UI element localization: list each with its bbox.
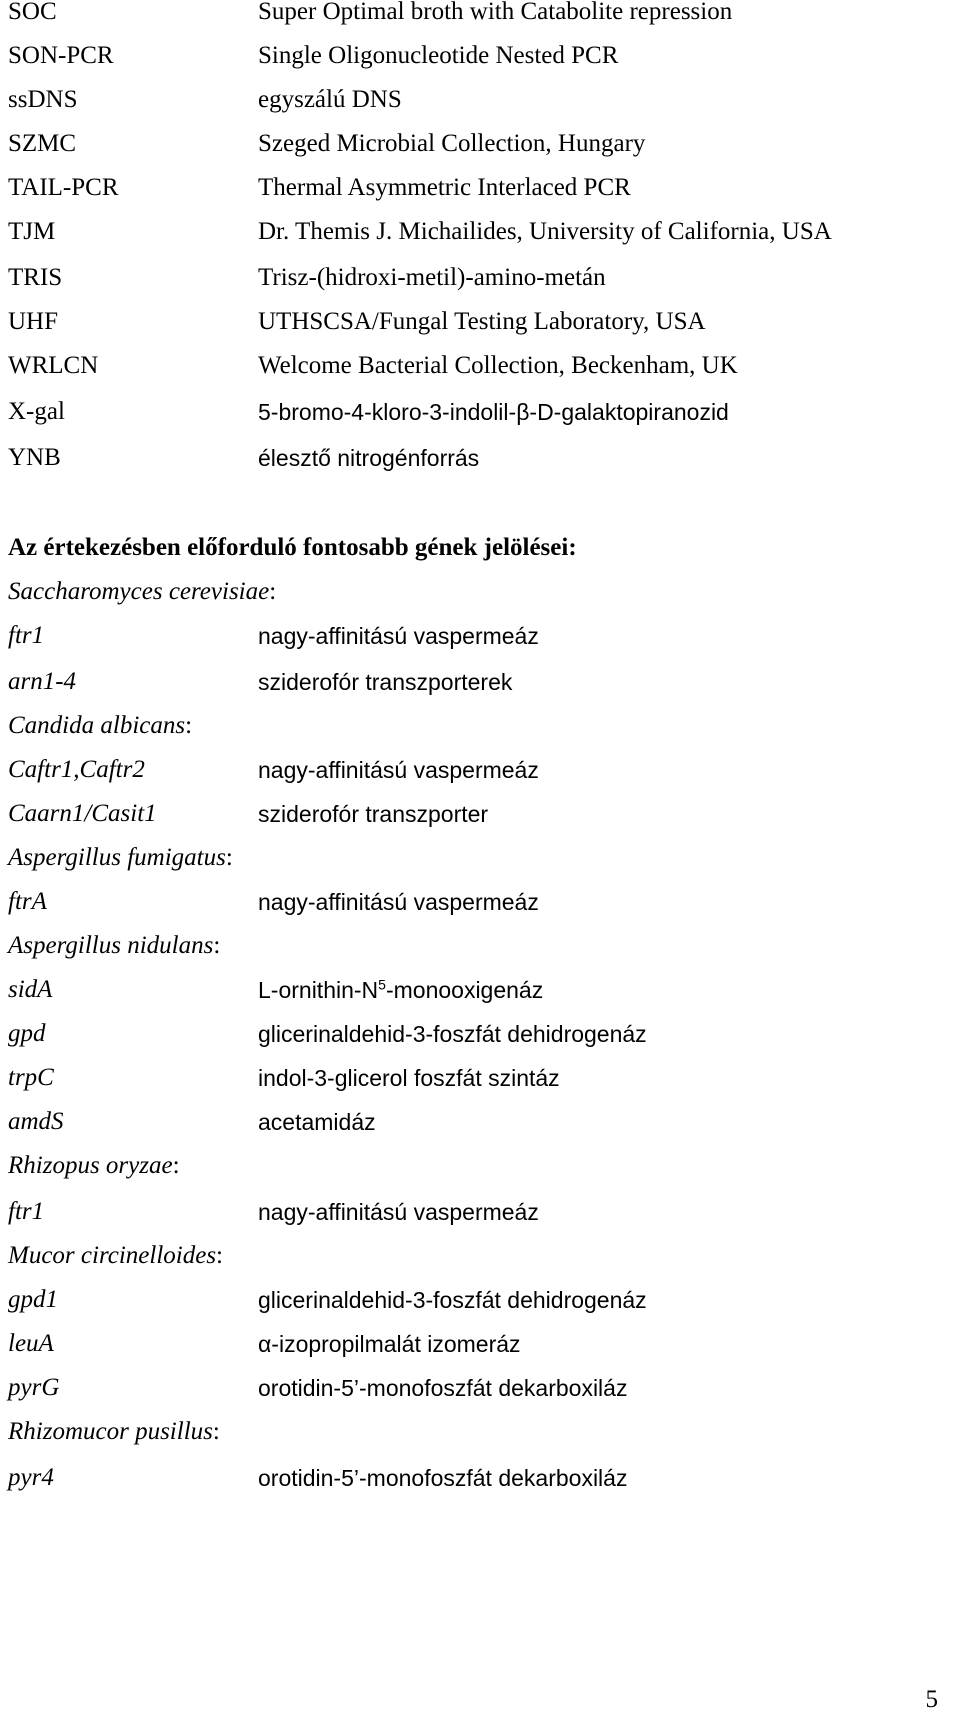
gene-name: Caarn1/Casit1 xyxy=(8,800,157,827)
abbreviation-term: SZMC xyxy=(8,130,77,157)
gene-description: orotidin-5’-monofoszfát dekarboxiláz xyxy=(258,1375,628,1401)
organism-name: Mucor circinelloides xyxy=(8,1242,217,1269)
gene-description-text: L-ornithin-N xyxy=(258,977,379,1003)
abbreviation-definition: Single Oligonucleotide Nested PCR xyxy=(258,42,619,69)
gene-name: leuA xyxy=(8,1330,54,1357)
organism-name: Aspergillus nidulans xyxy=(8,932,214,959)
abbreviation-definition: Welcome Bacterial Collection, Beckenham, UK xyxy=(258,352,738,379)
gene-description xyxy=(258,970,543,1010)
abbreviation-definition: UTHSCSA/Fungal Testing Laboratory, USA xyxy=(258,308,706,335)
abbreviation-definition: Thermal Asymmetric Interlaced PCR xyxy=(258,174,631,201)
gene-name: amdS xyxy=(8,1108,64,1135)
gene-name: trpC xyxy=(8,1064,54,1091)
abbreviation-definition: 5-bromo-4-kloro-3-indolil-β-D-galaktopiranozid xyxy=(258,399,729,425)
abbreviation-term: UHF xyxy=(8,308,59,335)
gene-description-superscript: 5 xyxy=(378,976,386,993)
gene-description: nagy-affinitású vaspermeáz xyxy=(258,623,539,649)
gene-name: ftr1 xyxy=(8,1198,45,1225)
organism-heading: Saccharomyces cerevisiae: xyxy=(8,578,277,605)
gene-description: sziderofór transzporterek xyxy=(258,669,513,695)
gene-name: arn1-4 xyxy=(8,668,77,695)
gene-description: nagy-affinitású vaspermeáz xyxy=(258,1199,539,1225)
abbreviation-term: ssDNS xyxy=(8,86,78,113)
abbreviation-term: YNB xyxy=(8,444,61,471)
organism-heading: Rhizomucor pusillus: xyxy=(8,1418,220,1445)
gene-name: gpd1 xyxy=(8,1286,58,1313)
organism-heading: Candida albicans: xyxy=(8,712,193,739)
gene-description: glicerinaldehid-3-foszfát dehidrogenáz xyxy=(258,1287,647,1313)
abbreviation-term: TJM xyxy=(8,218,56,245)
gene-description: nagy-affinitású vaspermeáz xyxy=(258,889,539,915)
organism-heading: Aspergillus nidulans: xyxy=(8,932,221,959)
organism-name: Saccharomyces cerevisiae xyxy=(8,578,270,605)
gene-description: sziderofór transzporter xyxy=(258,801,489,827)
abbreviation-term: TRIS xyxy=(8,264,63,291)
gene-description: nagy-affinitású vaspermeáz xyxy=(258,757,539,783)
abbreviation-term: X-gal xyxy=(8,398,65,425)
abbreviation-definition: egyszálú DNS xyxy=(258,86,402,113)
organism-heading: Mucor circinelloides: xyxy=(8,1242,223,1269)
gene-name: sidA xyxy=(8,976,53,1003)
abbreviation-term: TAIL-PCR xyxy=(8,174,119,201)
abbreviation-definition: Super Optimal broth with Catabolite repression xyxy=(258,0,733,25)
organism-name: Aspergillus fumigatus xyxy=(8,844,226,871)
section-title: Az értekezésben előforduló fontosabb gének jelölései: xyxy=(8,534,577,561)
gene-description-text: -monooxigenáz xyxy=(385,977,544,1003)
abbreviation-definition: Szeged Microbial Collection, Hungary xyxy=(258,130,646,157)
abbreviation-definition: Dr. Themis J. Michailides, University of California, USA xyxy=(258,218,832,245)
gene-name: pyrG xyxy=(8,1374,60,1401)
organism-name: Rhizopus oryzae xyxy=(8,1152,173,1179)
abbreviation-definition: élesztő nitrogénforrás xyxy=(258,445,480,471)
abbreviation-term: SOC xyxy=(8,0,57,25)
gene-description: indol-3-glicerol foszfát szintáz xyxy=(258,1065,560,1091)
page-number: 5 xyxy=(925,1686,938,1713)
gene-description: acetamidáz xyxy=(258,1109,376,1135)
gene-description: glicerinaldehid-3-foszfát dehidrogenáz xyxy=(258,1021,647,1047)
organism-heading: Aspergillus fumigatus: xyxy=(8,844,233,871)
gene-name: gpd xyxy=(8,1020,46,1047)
abbreviation-definition: Trisz-(hidroxi-metil)-amino-metán xyxy=(258,264,606,291)
organism-name: Rhizomucor pusillus xyxy=(8,1418,213,1445)
abbreviation-term: SON-PCR xyxy=(8,42,114,69)
organism-heading: Rhizopus oryzae: xyxy=(8,1152,180,1179)
gene-description: α-izopropilmalát izomeráz xyxy=(258,1331,521,1357)
gene-name: Caftr1,Caftr2 xyxy=(8,756,145,783)
organism-name: Candida albicans xyxy=(8,712,186,739)
gene-name: ftr1 xyxy=(8,622,45,649)
gene-name: pyr4 xyxy=(8,1464,54,1491)
gene-description: orotidin-5’-monofoszfát dekarboxiláz xyxy=(258,1465,628,1491)
gene-name: ftrA xyxy=(8,888,47,915)
abbreviation-term: WRLCN xyxy=(8,352,99,379)
